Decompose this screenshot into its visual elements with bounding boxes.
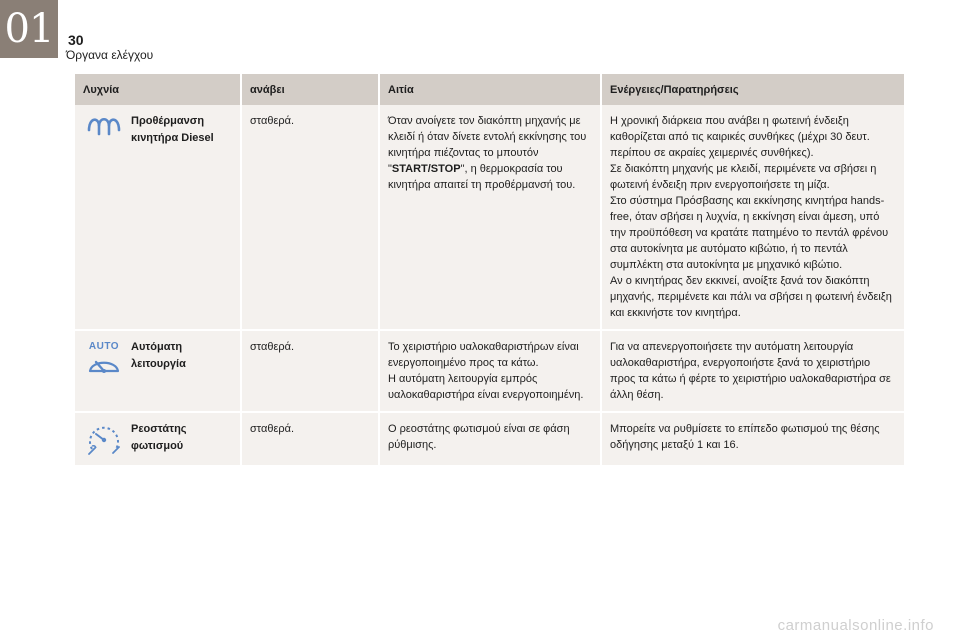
state-cell: σταθερά. [241, 105, 379, 330]
lamp-name: Ρεοστάτης φωτισμού [131, 423, 187, 452]
lamp-name: Αυτόματη λειτουργία [131, 341, 186, 370]
cause-cell: Όταν ανοίγετε τον διακόπτη μηχανής με κλειδί ή όταν δίνετε εντολή εκκίνησης του κινητήρα πιέζοντας το μπουτόν "START/STOP", η θερμοκρασία του κινητήρα απαιτεί τη προθέρμανσή του. [379, 105, 601, 330]
chapter-number: 01 [4, 6, 54, 52]
auto-wiper-icon [83, 339, 125, 375]
chapter-tab [0, 0, 58, 58]
cause-cell: Ο ρεοστάτης φωτισμού είναι σε φάση ρύθμισης. [379, 412, 601, 466]
column-header-lamp: Λυχνία [75, 74, 241, 105]
table-header-row [75, 74, 904, 105]
column-header-cause: Αιτία [379, 74, 601, 105]
lamp-name: Προθέρμανση κινητήρα Diesel [131, 115, 214, 144]
auto-label: AUTO [88, 341, 120, 352]
state-cell: σταθερά. [241, 412, 379, 466]
column-header-actions: Ενέργειες/Παρατηρήσεις [601, 74, 904, 105]
cause-cell: Το χειριστήριο υαλοκαθαριστήρων είναι ενεργοποιημένο προς τα κάτω. Η αυτόματη λειτουργία εμπρός υαλοκαθαριστήρα είναι ενεργοποιημένη. [379, 330, 601, 412]
dimmer-gauge-icon [83, 421, 125, 457]
start-stop-label: START/STOP [391, 163, 461, 175]
state-cell: σταθερά. [241, 330, 379, 412]
preheat-coil-icon [83, 113, 125, 147]
table-row [75, 330, 904, 412]
actions-cell: Η χρονική διάρκεια που ανάβει η φωτεινή ένδειξη καθορίζεται από τις καιρικές συνθήκες (μέχρι 30 δευτ. περίπου σε ακραίες χειμερινές συνθήκες). Σε διακόπτη μηχανής με κλειδί, περιμένετε να σβήσει η φωτεινή ένδειξη πριν ενεργοποιήσετε τη μίζα. Στο σύστημα Πρόσβασης και εκκίνησης κινητήρα hands-free, όταν σβήσει η λυχνία, η εκκίνηση είναι άμεση, υπό την προϋπόθεση να κρατάτε πατημένο το πεντάλ φρένου στα αυτοκίνητα με αυτόματο κιβώτιο, ή το πεντάλ συμπλέκτη στα αυτοκίνητα με μηχανικό κιβώτιο. Αν ο κινητήρας δεν εκκινεί, ανοίξτε ξανά τον διακόπτη μηχανής, περιμένετε και πάλι να σβήσει η φωτεινή ένδειξη και εκκινήστε τον κινητήρα. [601, 105, 904, 330]
section-title: Όργανα ελέγχου [66, 48, 154, 62]
lamp-cell [75, 330, 241, 412]
actions-cell: Για να απενεργοποιήσετε την αυτόματη λειτουργία υαλοκαθαριστήρα, ενεργοποιήστε ξανά το χειριστήριο προς τα κάτω ή φέρτε το χειριστήριο υαλοκαθαριστήρα σε άλλη θέση. [601, 330, 904, 412]
column-header-state: ανάβει [241, 74, 379, 105]
warning-lamps-table [75, 74, 904, 467]
lamp-cell [75, 105, 241, 330]
table-row [75, 105, 904, 330]
lamp-cell [75, 412, 241, 466]
watermark: carmanualsonline.info [777, 617, 934, 634]
actions-cell: Μπορείτε να ρυθμίσετε το επίπεδο φωτισμού της θέσης οδήγησης μεταξύ 1 και 16. [601, 412, 904, 466]
page-number: 30 [68, 32, 84, 48]
table-row [75, 412, 904, 466]
